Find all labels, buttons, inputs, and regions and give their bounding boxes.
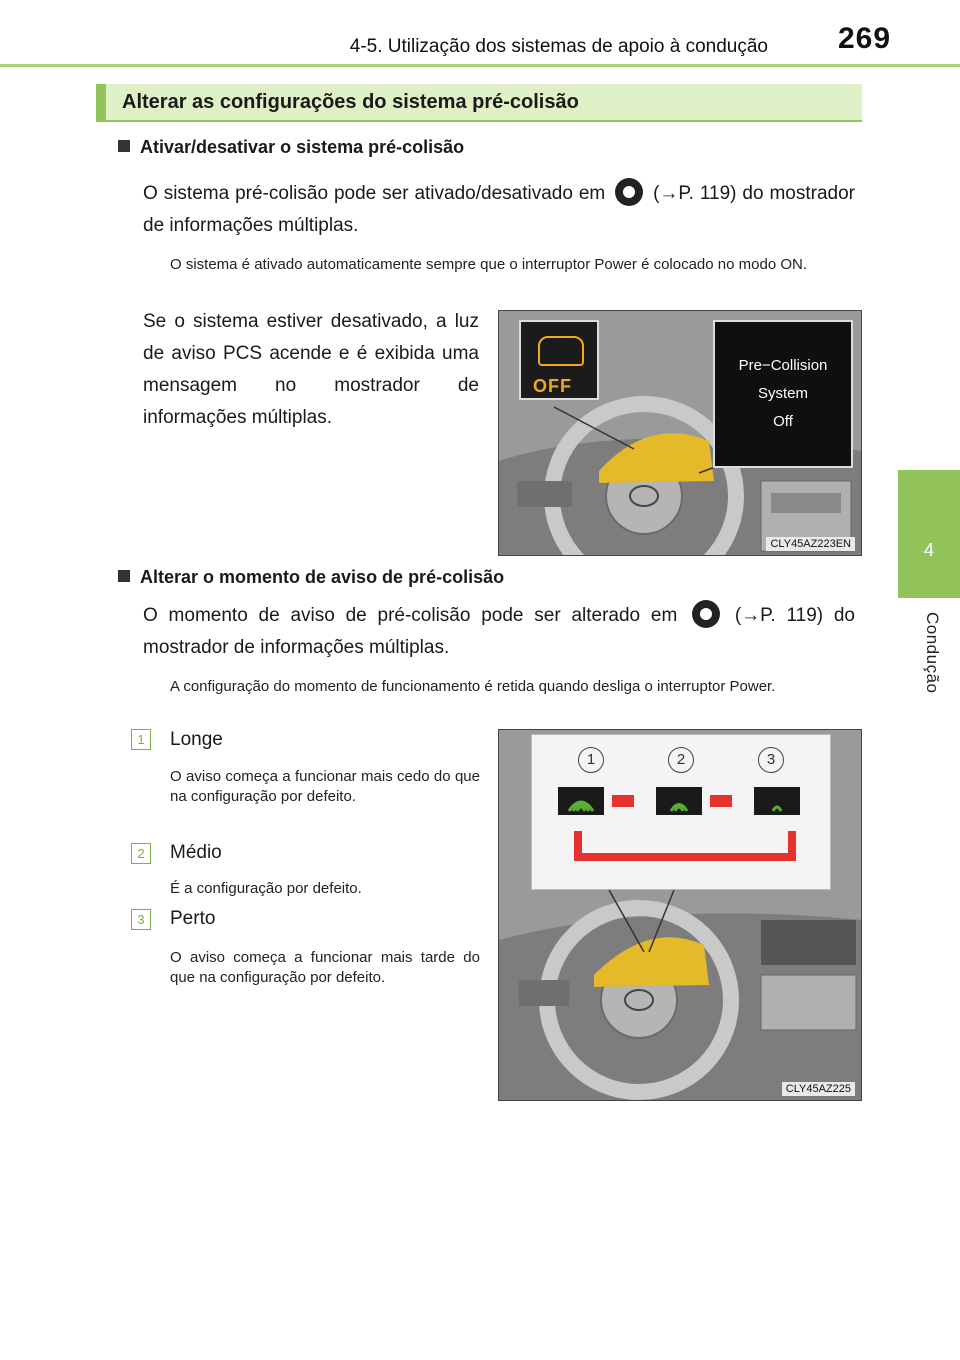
timing-text-end: (→P. 119) do mostrador de informações múltiplas. xyxy=(143,605,856,658)
cycle-return-arrow-icon xyxy=(574,831,796,861)
pcs-off-label: OFF xyxy=(533,376,572,396)
timing-setting-panel xyxy=(531,734,831,890)
item-label-longe: Longe xyxy=(170,729,223,750)
page-number: 269 xyxy=(838,22,892,55)
activate-text-start: O sistema pré-colisão pode ser ativado/desativado em xyxy=(143,183,606,204)
message-line-2: System xyxy=(757,385,808,402)
message-line-1: Pre−Collision xyxy=(738,357,828,374)
panel-number-3: 3 xyxy=(758,747,784,773)
item-label-perto: Perto xyxy=(170,908,216,929)
subheading-timing-text: Alterar o momento de aviso de pré-colisão xyxy=(140,567,505,587)
subheading-activate-text: Ativar/desativar o sistema pré-colisão xyxy=(140,137,465,157)
timing-far-icon xyxy=(558,787,604,815)
figure-code: CLY45AZ223EN xyxy=(766,537,855,551)
item-label-medio: Médio xyxy=(170,842,222,863)
timing-near-icon xyxy=(754,787,800,815)
gear-icon xyxy=(615,178,643,206)
signal-wave-near-icon xyxy=(754,787,800,815)
item-desc-perto: O aviso começa a funcionar mais tarde do que na configuração por defeito. xyxy=(170,949,480,986)
warning-paragraph: Se o sistema estiver desativado, a luz de aviso PCS acende e é exibida uma mensagem no mostrador de informações múltiplas. xyxy=(143,311,479,428)
arrow-right-icon xyxy=(710,795,732,807)
timing-text-start: O momento de aviso de pré-colisão pode ser alterado em xyxy=(143,605,678,626)
timing-middle-icon xyxy=(656,787,702,815)
activate-note: O sistema é ativado automaticamente sempre que o interruptor Power é colocado no modo ON. xyxy=(170,256,807,273)
timing-note: A configuração do momento de funcionamento é retida quando desliga o interruptor Power. xyxy=(170,678,776,695)
item-desc-medio: É a configuração por defeito. xyxy=(170,880,362,897)
pcs-message-display xyxy=(713,320,853,468)
square-bullet-icon xyxy=(118,140,130,152)
timing-paragraph xyxy=(143,600,855,664)
chapter-tab-label: Condução xyxy=(923,612,942,694)
item-number-2: 2 xyxy=(131,843,151,864)
subheading-activate xyxy=(118,137,464,158)
activate-text-end: (→P. 119) do mostrador de informações múltiplas. xyxy=(143,183,855,236)
pcs-warning-light xyxy=(519,320,599,400)
item-number-1: 1 xyxy=(131,729,151,750)
section-heading-text: Alterar as configurações do sistema pré-colisão xyxy=(122,91,579,113)
chapter-title: 4-5. Utilização dos sistemas de apoio à condução xyxy=(349,36,768,57)
figure-timing xyxy=(498,729,862,1101)
gear-icon xyxy=(692,600,720,628)
square-bullet-icon xyxy=(118,570,130,582)
chapter-tab xyxy=(898,470,960,598)
figure-code: CLY45AZ225 xyxy=(782,1082,855,1096)
chapter-tab-number: 4 xyxy=(923,540,934,560)
header-rule xyxy=(0,64,960,67)
subheading-timing xyxy=(118,567,504,588)
pcs-car-icon xyxy=(538,336,584,366)
activate-paragraph xyxy=(143,178,855,242)
message-line-3: Off xyxy=(773,413,793,430)
signal-waves-far-icon xyxy=(558,787,604,815)
figure-pcs-off xyxy=(498,310,862,556)
item-number-3: 3 xyxy=(131,909,151,930)
panel-number-1: 1 xyxy=(578,747,604,773)
section-heading xyxy=(96,84,862,122)
item-desc-longe: O aviso começa a funcionar mais cedo do que na configuração por defeito. xyxy=(170,768,480,805)
panel-number-2: 2 xyxy=(668,747,694,773)
arrow-right-icon xyxy=(612,795,634,807)
signal-waves-middle-icon xyxy=(656,787,702,815)
